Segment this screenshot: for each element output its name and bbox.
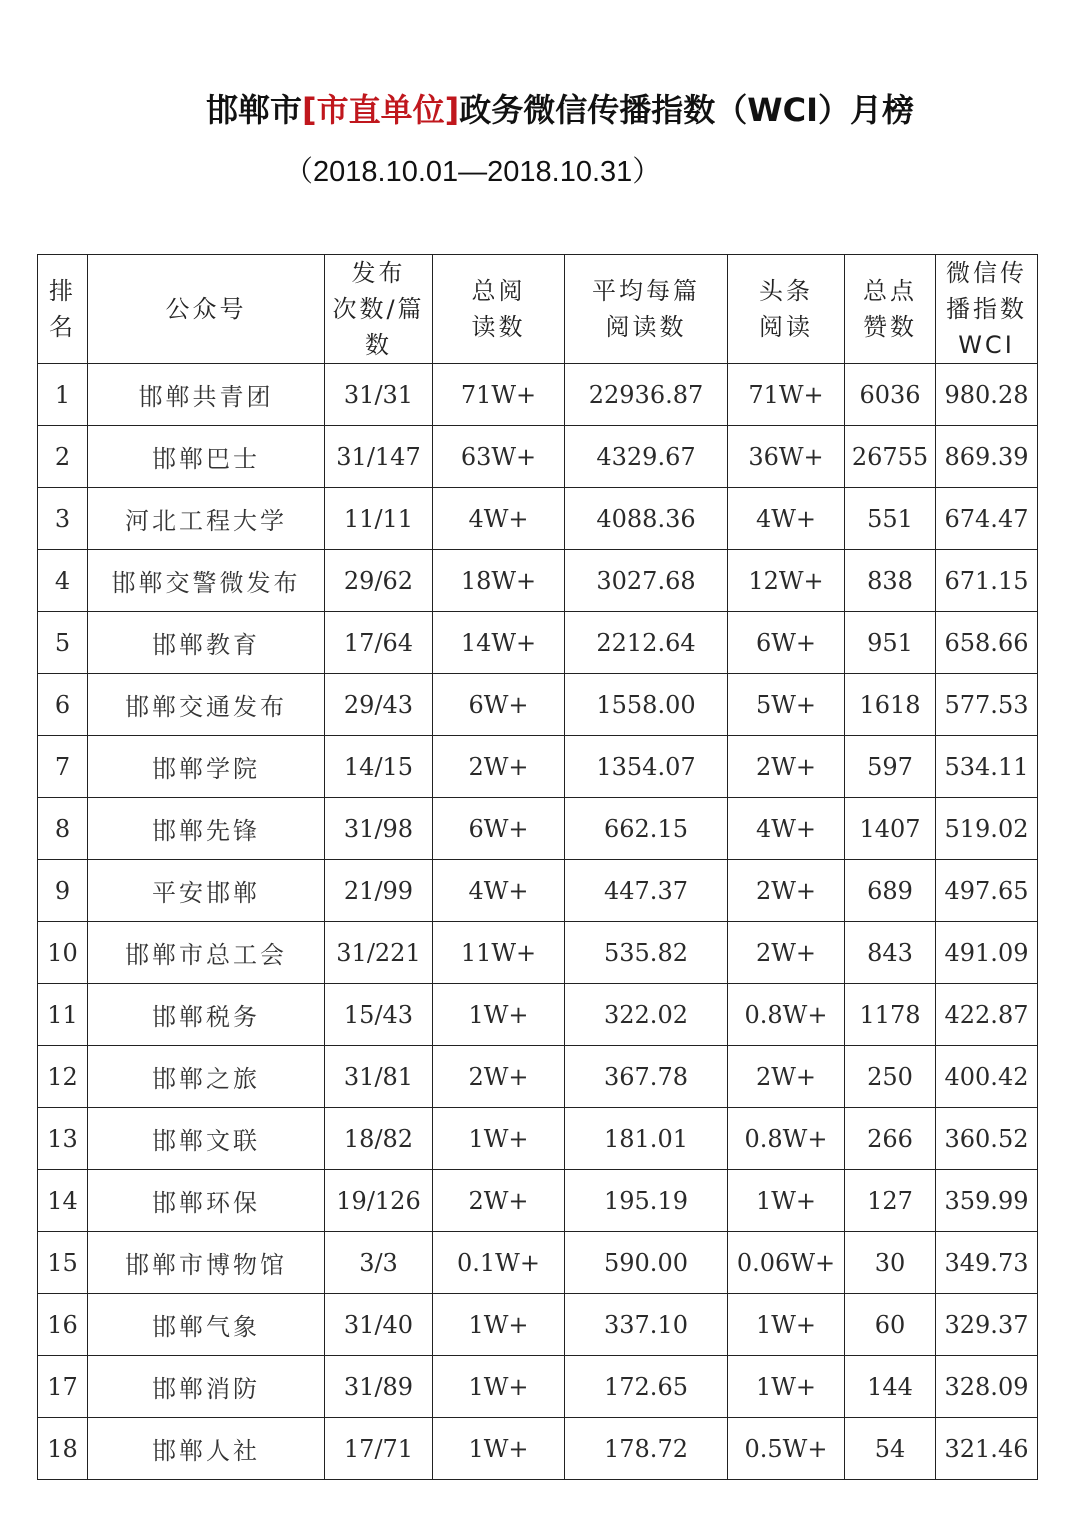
wci-cell: 869.39 xyxy=(936,426,1038,488)
account-name-cell: 河北工程大学 xyxy=(88,488,325,550)
header-line: 平均每篇 xyxy=(592,277,700,305)
rank-cell: 7 xyxy=(38,736,88,798)
wci-ranking-table xyxy=(37,254,1038,1480)
headline-reads-cell: 6W+ xyxy=(728,612,845,674)
rank-cell: 17 xyxy=(38,1356,88,1418)
wci-cell: 497.65 xyxy=(936,860,1038,922)
header-line: 数 xyxy=(365,331,392,359)
likes-cell: 30 xyxy=(845,1232,936,1294)
header-line: WCI xyxy=(958,331,1015,359)
total-reads-cell: 2W+ xyxy=(433,736,565,798)
rank-cell: 6 xyxy=(38,674,88,736)
account-name-cell: 邯郸文联 xyxy=(88,1108,325,1170)
header-line: 赞数 xyxy=(863,313,917,341)
table-row xyxy=(38,798,1038,860)
rank-header xyxy=(38,255,88,364)
date-range: （2018.10.01—2018.10.31） xyxy=(284,156,662,188)
header-line: 头条 xyxy=(759,277,813,305)
rank-cell: 10 xyxy=(38,922,88,984)
posts-cell: 29/62 xyxy=(325,550,433,612)
table-row xyxy=(38,488,1038,550)
account-name-cell: 邯郸教育 xyxy=(88,612,325,674)
avg-reads-cell: 4088.36 xyxy=(565,488,728,550)
wci-cell: 349.73 xyxy=(936,1232,1038,1294)
headline-reads-cell: 5W+ xyxy=(728,674,845,736)
total-reads-cell: 6W+ xyxy=(433,674,565,736)
table-row xyxy=(38,984,1038,1046)
table-row xyxy=(38,364,1038,426)
posts-cell: 29/43 xyxy=(325,674,433,736)
total-reads-cell: 14W+ xyxy=(433,612,565,674)
headline-reads-cell: 4W+ xyxy=(728,488,845,550)
wci-cell: 360.52 xyxy=(936,1108,1038,1170)
likes-cell: 54 xyxy=(845,1418,936,1480)
total-reads-cell: 1W+ xyxy=(433,984,565,1046)
likes-cell: 551 xyxy=(845,488,936,550)
wci-header xyxy=(936,255,1038,364)
total-reads-cell: 4W+ xyxy=(433,488,565,550)
header-line: 名 xyxy=(49,313,76,341)
total-reads-header xyxy=(433,255,565,364)
account-name-cell: 平安邯郸 xyxy=(88,860,325,922)
headline-reads-cell: 1W+ xyxy=(728,1356,845,1418)
table-row xyxy=(38,1046,1038,1108)
wci-cell: 321.46 xyxy=(936,1418,1038,1480)
avg-reads-cell: 1354.07 xyxy=(565,736,728,798)
avg-reads-cell: 22936.87 xyxy=(565,364,728,426)
account-name-cell: 邯郸巴士 xyxy=(88,426,325,488)
likes-cell: 250 xyxy=(845,1046,936,1108)
table-header-row xyxy=(38,255,1038,364)
posts-header xyxy=(325,255,433,364)
wci-cell: 422.87 xyxy=(936,984,1038,1046)
total-reads-cell: 0.1W+ xyxy=(433,1232,565,1294)
header-line: 总点 xyxy=(863,277,917,305)
header-line: 播指数 xyxy=(946,295,1027,323)
table-row xyxy=(38,736,1038,798)
table-row xyxy=(38,674,1038,736)
avg-reads-cell: 172.65 xyxy=(565,1356,728,1418)
headline-reads-cell: 0.8W+ xyxy=(728,1108,845,1170)
headline-reads-cell: 0.06W+ xyxy=(728,1232,845,1294)
rank-cell: 1 xyxy=(38,364,88,426)
total-reads-cell: 2W+ xyxy=(433,1046,565,1108)
headline-reads-cell: 2W+ xyxy=(728,1046,845,1108)
wci-cell: 328.09 xyxy=(936,1356,1038,1418)
header-line: 微信传 xyxy=(946,259,1027,287)
avg-reads-cell: 178.72 xyxy=(565,1418,728,1480)
rank-cell: 8 xyxy=(38,798,88,860)
rank-cell: 4 xyxy=(38,550,88,612)
posts-cell: 18/82 xyxy=(325,1108,433,1170)
headline-reads-cell: 2W+ xyxy=(728,860,845,922)
posts-cell: 31/89 xyxy=(325,1356,433,1418)
rank-cell: 9 xyxy=(38,860,88,922)
avg-reads-cell: 337.10 xyxy=(565,1294,728,1356)
wci-cell: 577.53 xyxy=(936,674,1038,736)
account-name-cell: 邯郸共青团 xyxy=(88,364,325,426)
table-row xyxy=(38,550,1038,612)
rank-cell: 16 xyxy=(38,1294,88,1356)
avg-reads-cell: 447.37 xyxy=(565,860,728,922)
wci-cell: 329.37 xyxy=(936,1294,1038,1356)
wci-cell: 534.11 xyxy=(936,736,1038,798)
avg-reads-cell: 2212.64 xyxy=(565,612,728,674)
table-row xyxy=(38,922,1038,984)
title-prefix: 邯郸市 xyxy=(206,91,303,129)
wci-cell: 491.09 xyxy=(936,922,1038,984)
account-header xyxy=(88,255,325,364)
account-name-cell: 邯郸消防 xyxy=(88,1356,325,1418)
avg-reads-cell: 1558.00 xyxy=(565,674,728,736)
posts-cell: 15/43 xyxy=(325,984,433,1046)
posts-cell: 31/31 xyxy=(325,364,433,426)
wci-cell: 359.99 xyxy=(936,1170,1038,1232)
page-title xyxy=(0,88,1080,132)
posts-cell: 31/81 xyxy=(325,1046,433,1108)
posts-cell: 14/15 xyxy=(325,736,433,798)
account-name-cell: 邯郸人社 xyxy=(88,1418,325,1480)
table-row xyxy=(38,1108,1038,1170)
posts-cell: 31/98 xyxy=(325,798,433,860)
likes-cell: 266 xyxy=(845,1108,936,1170)
table-row xyxy=(38,612,1038,674)
table-row xyxy=(38,1294,1038,1356)
account-name-cell: 邯郸气象 xyxy=(88,1294,325,1356)
total-reads-cell: 1W+ xyxy=(433,1356,565,1418)
account-name-cell: 邯郸先锋 xyxy=(88,798,325,860)
title-highlight: [市直单位] xyxy=(302,91,460,129)
table-row xyxy=(38,1232,1038,1294)
headline-reads-cell: 36W+ xyxy=(728,426,845,488)
likes-cell: 144 xyxy=(845,1356,936,1418)
header-line: 总阅 xyxy=(471,277,526,305)
likes-cell: 6036 xyxy=(845,364,936,426)
likes-cell: 1407 xyxy=(845,798,936,860)
posts-cell: 21/99 xyxy=(325,860,433,922)
headline-reads-cell: 2W+ xyxy=(728,922,845,984)
total-reads-cell: 1W+ xyxy=(433,1108,565,1170)
header-line: 排 xyxy=(49,277,76,305)
avg-reads-cell: 535.82 xyxy=(565,922,728,984)
total-reads-cell: 63W+ xyxy=(433,426,565,488)
total-reads-cell: 18W+ xyxy=(433,550,565,612)
wci-cell: 400.42 xyxy=(936,1046,1038,1108)
wci-cell: 980.28 xyxy=(936,364,1038,426)
wci-cell: 658.66 xyxy=(936,612,1038,674)
rank-cell: 18 xyxy=(38,1418,88,1480)
likes-cell: 689 xyxy=(845,860,936,922)
rank-cell: 14 xyxy=(38,1170,88,1232)
total-reads-cell: 6W+ xyxy=(433,798,565,860)
rank-cell: 12 xyxy=(38,1046,88,1108)
avg-reads-cell: 590.00 xyxy=(565,1232,728,1294)
total-reads-cell: 1W+ xyxy=(433,1294,565,1356)
avg-reads-cell: 322.02 xyxy=(565,984,728,1046)
likes-header xyxy=(845,255,936,364)
avg-reads-cell: 3027.68 xyxy=(565,550,728,612)
header-line: 阅读 xyxy=(759,313,813,341)
headline-reads-cell: 71W+ xyxy=(728,364,845,426)
table-row xyxy=(38,1418,1038,1480)
account-name-cell: 邯郸交警微发布 xyxy=(88,550,325,612)
headline-reads-cell: 2W+ xyxy=(728,736,845,798)
account-name-cell: 邯郸交通发布 xyxy=(88,674,325,736)
posts-cell: 19/126 xyxy=(325,1170,433,1232)
rank-cell: 2 xyxy=(38,426,88,488)
total-reads-cell: 2W+ xyxy=(433,1170,565,1232)
account-name-cell: 邯郸学院 xyxy=(88,736,325,798)
headline-reads-cell: 1W+ xyxy=(728,1170,845,1232)
total-reads-cell: 71W+ xyxy=(433,364,565,426)
table-row xyxy=(38,1356,1038,1418)
headline-reads-cell: 12W+ xyxy=(728,550,845,612)
table-row xyxy=(38,1170,1038,1232)
wci-cell: 519.02 xyxy=(936,798,1038,860)
posts-cell: 31/221 xyxy=(325,922,433,984)
total-reads-cell: 1W+ xyxy=(433,1418,565,1480)
header-line: 读数 xyxy=(471,313,526,341)
avg-reads-header xyxy=(565,255,728,364)
avg-reads-cell: 181.01 xyxy=(565,1108,728,1170)
headline-reads-cell: 4W+ xyxy=(728,798,845,860)
rank-cell: 15 xyxy=(38,1232,88,1294)
posts-cell: 17/71 xyxy=(325,1418,433,1480)
total-reads-cell: 4W+ xyxy=(433,860,565,922)
likes-cell: 838 xyxy=(845,550,936,612)
posts-cell: 3/3 xyxy=(325,1232,433,1294)
table-row xyxy=(38,426,1038,488)
title-suffix: 政务微信传播指数（WCI）月榜 xyxy=(459,91,914,129)
likes-cell: 1618 xyxy=(845,674,936,736)
wci-cell: 674.47 xyxy=(936,488,1038,550)
account-name-cell: 邯郸市博物馆 xyxy=(88,1232,325,1294)
posts-cell: 11/11 xyxy=(325,488,433,550)
likes-cell: 597 xyxy=(845,736,936,798)
likes-cell: 26755 xyxy=(845,426,936,488)
rank-cell: 13 xyxy=(38,1108,88,1170)
avg-reads-cell: 195.19 xyxy=(565,1170,728,1232)
likes-cell: 843 xyxy=(845,922,936,984)
table-body xyxy=(38,364,1038,1480)
total-reads-cell: 11W+ xyxy=(433,922,565,984)
rank-cell: 5 xyxy=(38,612,88,674)
wci-cell: 671.15 xyxy=(936,550,1038,612)
posts-cell: 31/147 xyxy=(325,426,433,488)
header-line: 公众号 xyxy=(165,295,247,323)
avg-reads-cell: 662.15 xyxy=(565,798,728,860)
account-name-cell: 邯郸之旅 xyxy=(88,1046,325,1108)
avg-reads-cell: 4329.67 xyxy=(565,426,728,488)
header-line: 次数/篇 xyxy=(332,295,425,323)
posts-cell: 31/40 xyxy=(325,1294,433,1356)
rank-cell: 11 xyxy=(38,984,88,1046)
header-line: 发布 xyxy=(351,259,406,287)
likes-cell: 1178 xyxy=(845,984,936,1046)
headline-reads-cell: 0.8W+ xyxy=(728,984,845,1046)
avg-reads-cell: 367.78 xyxy=(565,1046,728,1108)
headline-reads-cell: 0.5W+ xyxy=(728,1418,845,1480)
headline-reads-header xyxy=(728,255,845,364)
account-name-cell: 邯郸税务 xyxy=(88,984,325,1046)
posts-cell: 17/64 xyxy=(325,612,433,674)
likes-cell: 60 xyxy=(845,1294,936,1356)
account-name-cell: 邯郸市总工会 xyxy=(88,922,325,984)
likes-cell: 127 xyxy=(845,1170,936,1232)
headline-reads-cell: 1W+ xyxy=(728,1294,845,1356)
header-line: 阅读数 xyxy=(605,313,687,341)
likes-cell: 951 xyxy=(845,612,936,674)
table-row xyxy=(38,860,1038,922)
account-name-cell: 邯郸环保 xyxy=(88,1170,325,1232)
rank-cell: 3 xyxy=(38,488,88,550)
